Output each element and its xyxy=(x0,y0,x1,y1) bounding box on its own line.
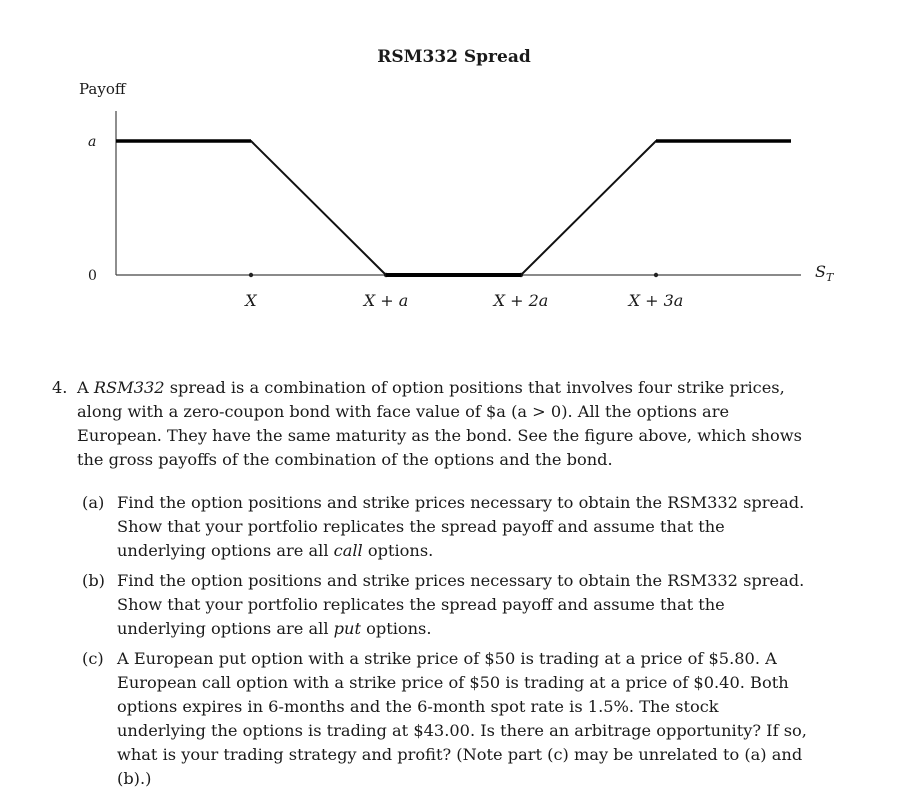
y-axis-label: Payoff xyxy=(79,80,126,98)
part-a-text-2: options. xyxy=(362,541,434,560)
x-tick-dot xyxy=(249,273,253,277)
y-tick-label: a xyxy=(88,134,97,150)
part-b-label: (b) xyxy=(82,571,105,590)
x-tick-label: X + 3a xyxy=(628,291,684,310)
part-a-label: (a) xyxy=(82,493,105,512)
x-tick-dot xyxy=(654,273,658,277)
problem-number: 4. xyxy=(52,378,68,397)
part-c xyxy=(52,647,812,791)
part-b-text-2: options. xyxy=(360,619,432,638)
part-c-label: (c) xyxy=(82,649,104,668)
part-a-text-1: Find the option positions and strike prices necessary to obtain the RSM332 spread. Show that your portfolio replicates the spread payoff and assume that the underlying options are all xyxy=(117,493,805,560)
problem-4 xyxy=(52,376,812,791)
intro-text-1: A xyxy=(77,378,94,397)
payoff-chart xyxy=(0,0,904,360)
payoff-line xyxy=(116,141,791,275)
x-tick-label: X + a xyxy=(363,291,409,310)
x-axis-label: $S_T$ xyxy=(815,262,834,284)
part-b-text-1: Find the option positions and strike prices necessary to obtain the RSM332 spread. Show that your portfolio replicates the spread payoff and assume that the underlying options are all xyxy=(117,571,805,638)
part-b-emphasis: put xyxy=(333,619,361,638)
part-a xyxy=(52,491,812,563)
x-tick-label: X + 2a xyxy=(493,291,549,310)
chart-title: RSM332 Spread xyxy=(377,47,531,67)
problem-intro xyxy=(52,376,812,472)
intro-text-2: spread is a combination of option positions that involves four strike prices, along with a zero-coupon bond with face value of $a (a > 0). All the options are European. They have the same maturity as the bond. See the figure above, which shows the gross payoffs of the combination of the options and the bond. xyxy=(77,378,802,469)
x-tick-label: X xyxy=(245,291,257,310)
part-c-text: A European put option with a strike price of $50 is trading at a price of $5.80. A European call option with a strike price of $50 is trading at a price of $0.40. Both options expires in 6-months and the 6-month spot rate is 1.5%. The stock underlying the options is trading at $43.00. Is there an arbitrage opportunity? If so, what is your trading strategy and profit? (Note part (c) may be unrelated to (a) and (b).) xyxy=(117,649,807,788)
part-a-emphasis: call xyxy=(333,541,363,560)
intro-emphasis: RSM332 xyxy=(93,378,165,397)
part-b xyxy=(52,569,812,641)
y-tick-label: 0 xyxy=(88,268,97,284)
